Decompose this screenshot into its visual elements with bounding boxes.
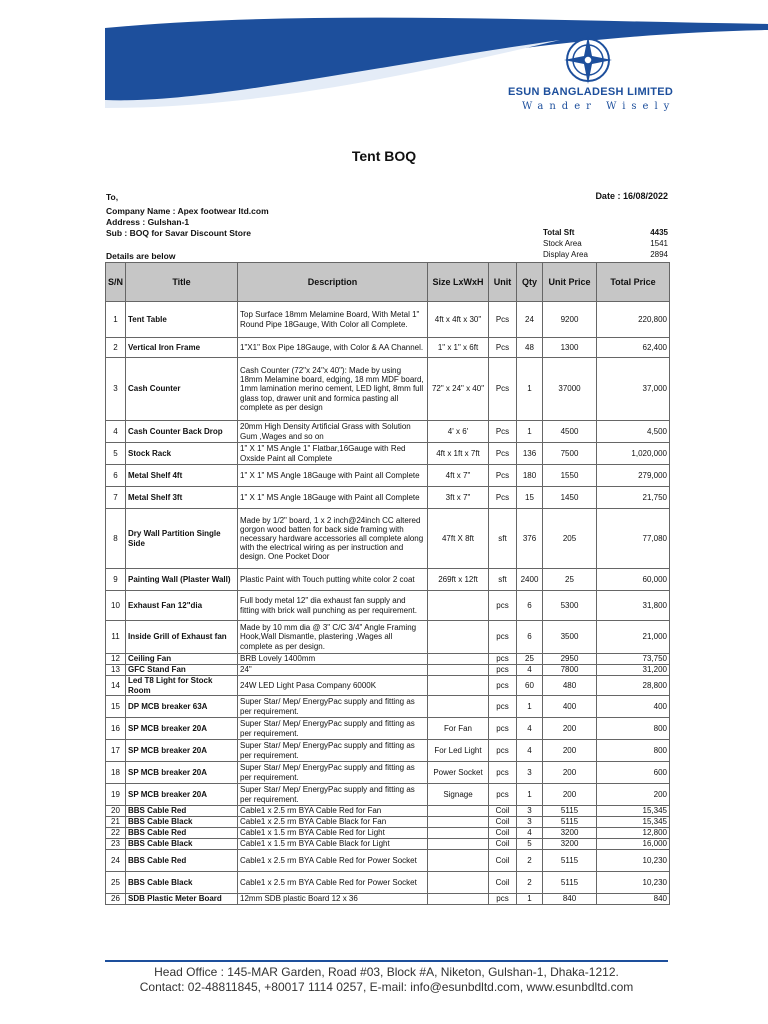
cell-desc: 24W LED Light Pasa Company 6000K [238,676,428,696]
cell-qty: 1 [517,894,543,905]
header-banner [0,0,768,140]
table-row [106,872,670,894]
cell-unit: sft [489,569,517,591]
header-qty: Qty [517,263,543,302]
cell-price: 1300 [543,338,597,358]
cell-unit: pcs [489,894,517,905]
cell-price: 1450 [543,487,597,509]
table-row [106,762,670,784]
header-description: Description [238,263,428,302]
table-row [106,509,670,569]
cell-qty: 4 [517,740,543,762]
cell-unit: Pcs [489,302,517,338]
cell-title: BBS Cable Black [126,872,238,894]
cell-title: SP MCB breaker 20A [126,762,238,784]
cell-sn: 23 [106,839,126,850]
cell-sn: 15 [106,696,126,718]
cell-size [428,850,489,872]
cell-sn: 22 [106,828,126,839]
cell-size: 3ft x 7" [428,487,489,509]
cell-qty: 25 [517,654,543,665]
cell-title: Vertical Iron Frame [126,338,238,358]
cell-sn: 20 [106,806,126,817]
cell-qty: 1 [517,421,543,443]
cell-unit: Pcs [489,487,517,509]
cell-desc: 20mm High Density Artificial Grass with Solution Gum ,Wages and so on [238,421,428,443]
cell-qty: 376 [517,509,543,569]
cell-total: 28,800 [597,676,670,696]
cell-title: BBS Cable Red [126,828,238,839]
cell-total: 200 [597,784,670,806]
cell-qty: 136 [517,443,543,465]
cell-size: 47ft X 8ft [428,509,489,569]
cell-unit: Coil [489,806,517,817]
cell-total: 21,000 [597,621,670,654]
cell-unit: pcs [489,762,517,784]
cell-size [428,894,489,905]
header-unit-price: Unit Price [543,263,597,302]
cell-sn: 5 [106,443,126,465]
cell-desc: Super Star/ Mep/ EnergyPac supply and fitting as per requirement. [238,718,428,740]
cell-qty: 1 [517,358,543,421]
cell-title: Cash Counter [126,358,238,421]
total-sft [543,228,668,237]
cell-total: 10,230 [597,872,670,894]
cell-unit: Pcs [489,443,517,465]
cell-unit: pcs [489,591,517,621]
table-row [106,696,670,718]
header-title: Title [126,263,238,302]
cell-size [428,591,489,621]
cell-price: 37000 [543,358,597,421]
cell-sn: 7 [106,487,126,509]
cell-sn: 2 [106,338,126,358]
cell-total: 220,800 [597,302,670,338]
cell-unit: pcs [489,621,517,654]
cell-qty: 3 [517,762,543,784]
cell-price: 205 [543,509,597,569]
stock-area-value: 1541 [650,239,668,248]
cell-sn: 1 [106,302,126,338]
cell-title: BBS Cable Red [126,806,238,817]
compass-logo-icon [564,36,612,84]
footer-divider [105,960,668,962]
cell-desc: Cable1 x 2.5 rm BYA Cable Red for Power Socket [238,850,428,872]
cell-size: 4ft x 4ft x 30" [428,302,489,338]
cell-desc: Top Surface 18mm Melamine Board, With Metal 1" Round Pipe 18Gauge, With Color all Complete. [238,302,428,338]
cell-qty: 4 [517,665,543,676]
table-row [106,894,670,905]
cell-size: 269ft x 12ft [428,569,489,591]
cell-title: Led T8 Light for Stock Room [126,676,238,696]
cell-price: 3200 [543,839,597,850]
cell-sn: 18 [106,762,126,784]
table-row [106,718,670,740]
cell-total: 15,345 [597,817,670,828]
company-tagline: Wander Wisely [522,101,676,112]
table-row [106,806,670,817]
cell-qty: 6 [517,621,543,654]
cell-qty: 2 [517,872,543,894]
cell-price: 3500 [543,621,597,654]
cell-title: Metal Shelf 4ft [126,465,238,487]
cell-total: 31,800 [597,591,670,621]
cell-total: 73,750 [597,654,670,665]
cell-sn: 24 [106,850,126,872]
table-row [106,569,670,591]
cell-total: 600 [597,762,670,784]
cell-desc: 1"X1" Box Pipe 18Gauge, with Color & AA Channel. [238,338,428,358]
cell-qty: 1 [517,696,543,718]
cell-qty: 5 [517,839,543,850]
cell-total: 4,500 [597,421,670,443]
cell-price: 7800 [543,665,597,676]
cell-size: 4' x 6' [428,421,489,443]
table-row [106,850,670,872]
table-row [106,465,670,487]
cell-sn: 26 [106,894,126,905]
cell-title: Painting Wall (Plaster Wall) [126,569,238,591]
cell-desc: Cable1 x 1.5 rm BYA Cable Red for Light [238,828,428,839]
cell-size: For Led Light [428,740,489,762]
cell-sn: 17 [106,740,126,762]
cell-total: 60,000 [597,569,670,591]
cell-size [428,676,489,696]
cell-unit: Pcs [489,358,517,421]
table-row [106,839,670,850]
cell-size [428,696,489,718]
cell-total: 77,080 [597,509,670,569]
cell-unit: sft [489,509,517,569]
table-row [106,621,670,654]
cell-total: 21,750 [597,487,670,509]
cell-unit: Pcs [489,465,517,487]
cell-desc: 1" X 1" MS Angle 1" Flatbar,16Gauge with Red Oxside Paint all Complete [238,443,428,465]
cell-title: Stock Rack [126,443,238,465]
cell-price: 480 [543,676,597,696]
header-unit: Unit [489,263,517,302]
cell-size: Power Socket [428,762,489,784]
cell-qty: 2 [517,850,543,872]
cell-size: 4ft x 1ft x 7ft [428,443,489,465]
cell-unit: pcs [489,718,517,740]
table-row [106,302,670,338]
cell-title: Cash Counter Back Drop [126,421,238,443]
cell-size: 72" x 24" x 40" [428,358,489,421]
cell-sn: 25 [106,872,126,894]
cell-total: 37,000 [597,358,670,421]
cell-qty: 3 [517,817,543,828]
cell-size: 4ft x 7" [428,465,489,487]
table-row [106,591,670,621]
cell-total: 400 [597,696,670,718]
table-row [106,740,670,762]
cell-qty: 60 [517,676,543,696]
cell-desc: Cable1 x 2.5 rm BYA Cable Red for Fan [238,806,428,817]
company-name: ESUN BANGLADESH LIMITED [508,86,674,98]
address-line: Address : Gulshan-1 [106,217,190,227]
footer-address: Head Office : 145-MAR Garden, Road #03, Block #A, Niketon, Gulshan-1, Dhaka-1212. [154,965,619,979]
cell-price: 3200 [543,828,597,839]
boq-table [105,262,670,905]
cell-total: 62,400 [597,338,670,358]
cell-sn: 8 [106,509,126,569]
cell-sn: 13 [106,665,126,676]
cell-total: 31,200 [597,665,670,676]
table-body [106,302,670,905]
table-row [106,828,670,839]
cell-sn: 9 [106,569,126,591]
cell-sn: 3 [106,358,126,421]
cell-unit: Coil [489,839,517,850]
table-row [106,654,670,665]
cell-desc: Made by 1/2" board, 1 x 2 inch@24inch CC altered gorgon wood batten for back side framing with necessary hardware accessories all complete along with the electrical wiring as per instruction and design. One Pocket Door [238,509,428,569]
cell-sn: 11 [106,621,126,654]
cell-title: Ceiling Fan [126,654,238,665]
display-area-label: Display Area [543,250,588,259]
cell-unit: Coil [489,872,517,894]
table-header-row [106,263,670,302]
cell-title: GFC Stand Fan [126,665,238,676]
cell-desc: Cable1 x 2.5 rm BYA Cable Red for Power Socket [238,872,428,894]
cell-size [428,806,489,817]
cell-total: 10,230 [597,850,670,872]
cell-desc: Made by 10 mm dia @ 3" C/C 3/4" Angle Framing Hook,Wall Dismantle, plastering ,Wages all complete as per design. [238,621,428,654]
cell-size [428,665,489,676]
cell-price: 200 [543,740,597,762]
cell-desc: Cable1 x 1.5 rm BYA Cable Black for Light [238,839,428,850]
cell-price: 5115 [543,806,597,817]
cell-qty: 24 [517,302,543,338]
cell-price: 5115 [543,817,597,828]
cell-title: Exhaust Fan 12"dia [126,591,238,621]
cell-total: 279,000 [597,465,670,487]
cell-qty: 1 [517,784,543,806]
cell-sn: 16 [106,718,126,740]
table-row [106,817,670,828]
cell-sn: 21 [106,817,126,828]
cell-desc: Super Star/ Mep/ EnergyPac supply and fitting as per requirement. [238,696,428,718]
cell-size [428,828,489,839]
cell-price: 25 [543,569,597,591]
stock-area-label: Stock Area [543,239,582,248]
cell-unit: pcs [489,784,517,806]
cell-price: 200 [543,784,597,806]
table-row [106,676,670,696]
table-row [106,443,670,465]
table-row [106,358,670,421]
subject-line: Sub : BOQ for Savar Discount Store [106,228,251,238]
cell-desc: 24" [238,665,428,676]
cell-title: DP MCB breaker 63A [126,696,238,718]
cell-unit: pcs [489,740,517,762]
cell-title: SDB Plastic Meter Board [126,894,238,905]
cell-desc: Super Star/ Mep/ EnergyPac supply and fitting as per requirement. [238,740,428,762]
cell-qty: 48 [517,338,543,358]
table-row [106,665,670,676]
cell-title: Inside Grill of Exhaust fan [126,621,238,654]
cell-size [428,817,489,828]
footer-contact: Contact: 02-48811845, +80017 1114 0257, E-mail: info@esunbdltd.com, www.esunbdltd.com [139,980,634,994]
cell-total: 840 [597,894,670,905]
total-sft-label: Total Sft [543,228,575,237]
cell-desc: 1" X 1" MS Angle 18Gauge with Paint all Complete [238,465,428,487]
cell-title: SP MCB breaker 20A [126,718,238,740]
cell-total: 800 [597,740,670,762]
cell-size [428,654,489,665]
cell-total: 15,345 [597,806,670,817]
company-line: Company Name : Apex footwear ltd.com [106,206,269,216]
cell-sn: 6 [106,465,126,487]
header-sn: S/N [106,263,126,302]
display-area [543,250,668,259]
cell-size: Signage [428,784,489,806]
cell-unit: pcs [489,696,517,718]
cell-desc: Super Star/ Mep/ EnergyPac supply and fitting as per requirement. [238,784,428,806]
cell-sn: 12 [106,654,126,665]
cell-price: 2950 [543,654,597,665]
cell-title: BBS Cable Red [126,850,238,872]
cell-unit: pcs [489,676,517,696]
cell-desc: Super Star/ Mep/ EnergyPac supply and fitting as per requirement. [238,762,428,784]
cell-sn: 14 [106,676,126,696]
cell-price: 5115 [543,850,597,872]
cell-qty: 15 [517,487,543,509]
cell-qty: 2400 [517,569,543,591]
cell-sn: 4 [106,421,126,443]
cell-title: SP MCB breaker 20A [126,740,238,762]
document-date: Date : 16/08/2022 [595,191,668,201]
cell-unit: pcs [489,654,517,665]
cell-price: 200 [543,718,597,740]
cell-unit: Pcs [489,421,517,443]
cell-total: 800 [597,718,670,740]
cell-title: SP MCB breaker 20A [126,784,238,806]
cell-total: 1,020,000 [597,443,670,465]
cell-unit: Pcs [489,338,517,358]
cell-size [428,621,489,654]
cell-price: 1550 [543,465,597,487]
cell-qty: 4 [517,718,543,740]
cell-desc: Cash Counter (72"x 24"x 40"): Made by using 18mm Melamine board, edging, 18 mm MDF board, 1mm lamination merino cement, LED light, 8mm full glass top, drawer unit and formica pasting all complete as per design [238,358,428,421]
cell-price: 4500 [543,421,597,443]
cell-desc: Plastic Paint with Touch putting white color 2 coat [238,569,428,591]
cell-title: BBS Cable Black [126,839,238,850]
cell-size: 1" x 1" x 6ft [428,338,489,358]
cell-desc: Full body metal 12" dia exhaust fan supply and fitting with brick wall punching as per requirement. [238,591,428,621]
cell-sn: 10 [106,591,126,621]
cell-unit: Coil [489,828,517,839]
cell-unit: Coil [489,850,517,872]
cell-title: Metal Shelf 3ft [126,487,238,509]
cell-total: 16,000 [597,839,670,850]
table-row [106,421,670,443]
cell-price: 400 [543,696,597,718]
cell-price: 840 [543,894,597,905]
total-sft-value: 4435 [650,228,668,237]
cell-price: 9200 [543,302,597,338]
cell-price: 7500 [543,443,597,465]
cell-title: Tent Table [126,302,238,338]
cell-desc: 1" X 1" MS Angle 18Gauge with Paint all Complete [238,487,428,509]
details-line: Details are below [106,251,176,261]
cell-title: Dry Wall Partition Single Side [126,509,238,569]
cell-desc: Cable1 x 2.5 rm BYA Cable Black for Fan [238,817,428,828]
cell-qty: 180 [517,465,543,487]
header-total-price: Total Price [597,263,670,302]
cell-size [428,872,489,894]
header-size: Size LxWxH [428,263,489,302]
cell-unit: Coil [489,817,517,828]
table-row [106,784,670,806]
cell-price: 5300 [543,591,597,621]
to-label: To, [106,192,119,202]
cell-price: 200 [543,762,597,784]
cell-title: BBS Cable Black [126,817,238,828]
display-area-value: 2894 [650,250,668,259]
table-row [106,487,670,509]
cell-desc: 12mm SDB plastic Board 12 x 36 [238,894,428,905]
cell-qty: 3 [517,806,543,817]
table-row [106,338,670,358]
cell-unit: pcs [489,665,517,676]
document-title: Tent BOQ [351,148,417,164]
stock-area [543,239,668,248]
cell-price: 5115 [543,872,597,894]
cell-sn: 19 [106,784,126,806]
cell-total: 12,800 [597,828,670,839]
cell-desc: BRB Lovely 1400mm [238,654,428,665]
cell-qty: 6 [517,591,543,621]
cell-size [428,839,489,850]
cell-qty: 4 [517,828,543,839]
cell-size: For Fan [428,718,489,740]
